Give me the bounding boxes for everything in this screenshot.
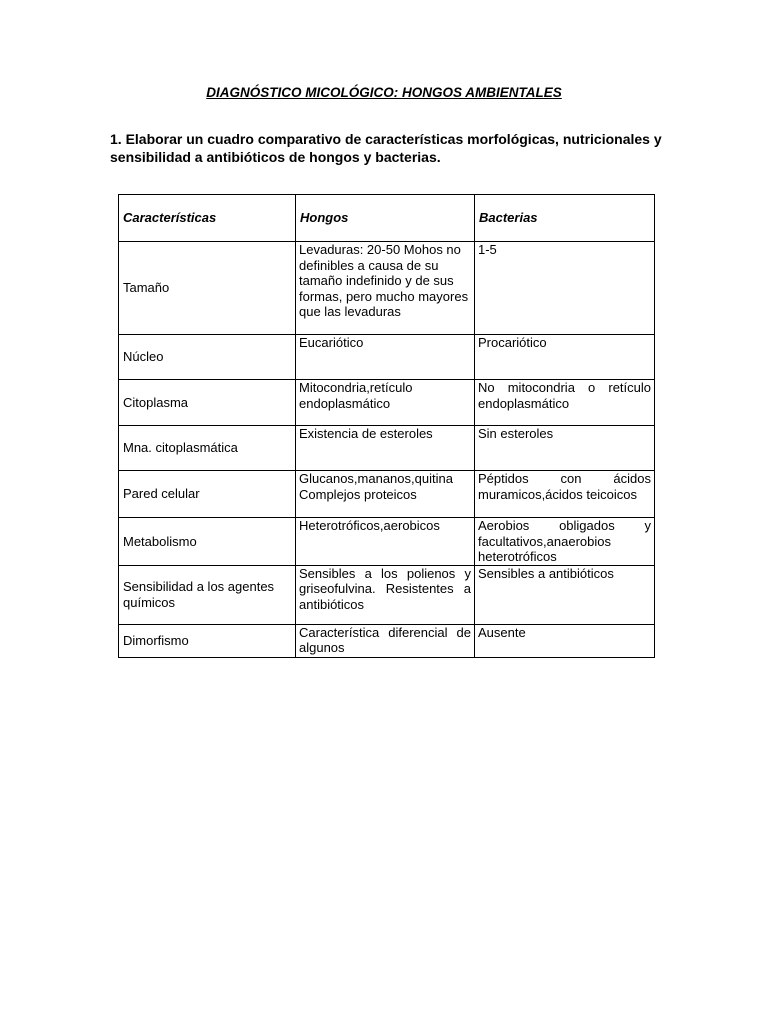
row-bacterias: Sensibles a antibióticos [475, 565, 655, 624]
row-hongos: Característica diferencial de algunos [296, 624, 475, 657]
row-feature: Mna. citoplasmática [119, 426, 296, 471]
row-bacterias: Aerobios obligados y facultativos,anaerobios heterotróficos [475, 518, 655, 566]
row-hongos [296, 242, 475, 335]
header-hongos: Hongos [296, 195, 475, 242]
row-hongos: Glucanos,mananos,quitina Complejos proteicos [296, 471, 475, 518]
header-bacterias: Bacterias [475, 195, 655, 242]
row-bacterias: 1-5 [475, 242, 655, 335]
row-bacterias: Sin esteroles [475, 426, 655, 471]
row-feature: Núcleo [119, 335, 296, 380]
row-feature: Citoplasma [119, 380, 296, 426]
table-row [119, 565, 655, 624]
table-row [119, 380, 655, 426]
table-row [119, 518, 655, 566]
row-bacterias: Péptidos con ácidos muramicos,ácidos teicoicos [475, 471, 655, 518]
row-hongos: Existencia de esteroles [296, 426, 475, 471]
table-row [119, 624, 655, 657]
row-feature: Sensibilidad a los agentes químicos [119, 565, 296, 624]
row-bacterias: Procariótico [475, 335, 655, 380]
row-bacterias: Ausente [475, 624, 655, 657]
row-bacterias: No mitocondria o retículo endoplasmático [475, 380, 655, 426]
document-title: DIAGNÓSTICO MICOLÓGICO: HONGOS AMBIENTALES [206, 85, 562, 100]
row-feature: Metabolismo [119, 518, 296, 566]
table-row [119, 242, 655, 335]
cell-text: Levaduras: 20-50 Mohos no definibles a causa de su tamaño indefinido y de sus formas, pero mucho mayores que las levaduras [299, 242, 469, 319]
table-row [119, 335, 655, 380]
instruction-text: 1. Elaborar un cuadro comparativo de características morfológicas, nutricionales y sensibilidad a antibióticos de hongos y bacterias. [110, 131, 662, 165]
table-header-row [119, 195, 655, 242]
table-row [119, 426, 655, 471]
row-feature: Tamaño [119, 242, 296, 335]
table-row [119, 471, 655, 518]
row-feature: Pared celular [119, 471, 296, 518]
row-feature: Dimorfismo [119, 624, 296, 657]
row-hongos: Sensibles a los polienos y griseofulvina. Resistentes a antibióticos [296, 565, 475, 624]
row-hongos: Heterotróficos,aerobicos [296, 518, 475, 566]
comparison-table [118, 194, 655, 658]
row-hongos: Mitocondria,retículo endoplasmático [296, 380, 475, 426]
row-hongos: Eucariótico [296, 335, 475, 380]
header-caracteristicas: Características [119, 195, 296, 242]
